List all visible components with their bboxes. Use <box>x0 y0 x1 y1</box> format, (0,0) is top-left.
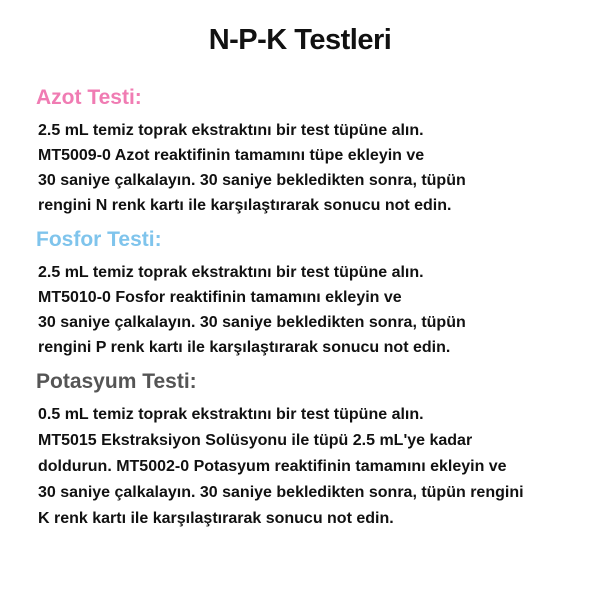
instruction-line: rengini P renk kartı ile karşılaştırarak sonucu not edin. <box>38 339 451 356</box>
potassium-test-section <box>38 370 524 532</box>
instruction-line: 30 saniye çalkalayın. 30 saniye bekledikten sonra, tüpün <box>38 314 466 331</box>
section-heading: Fosfor Testi: <box>36 228 162 251</box>
instruction-line: rengini N renk kartı ile karşılaştırarak sonucu not edin. <box>38 197 452 214</box>
instruction-line: 2.5 mL temiz toprak ekstraktını bir test tüpüne alın. <box>38 122 424 139</box>
instruction-line: 30 saniye çalkalayın. 30 saniye bekledikten sonra, tüpün <box>38 172 466 189</box>
instruction-line: doldurun. MT5002-0 Potasyum reaktifinin tamamını ekleyin ve <box>38 458 507 475</box>
nitrogen-test-section <box>38 86 466 218</box>
instruction-line: MT5015 Ekstraksiyon Solüsyonu ile tüpü 2.5 mL'ye kadar <box>38 432 473 449</box>
section-heading: Potasyum Testi: <box>36 370 197 393</box>
phosphorus-test-section <box>38 228 466 360</box>
instruction-line: MT5009-0 Azot reaktifinin tamamını tüpe ekleyin ve <box>38 147 425 164</box>
page-title: N-P-K Testleri <box>208 24 392 56</box>
instruction-line: 0.5 mL temiz toprak ekstraktını bir test tüpüne alın. <box>38 406 424 423</box>
section-heading: Azot Testi: <box>36 86 142 109</box>
instruction-line: K renk kartı ile karşılaştırarak sonucu not edin. <box>38 510 394 527</box>
instruction-line: MT5010-0 Fosfor reaktifinin tamamını ekleyin ve <box>38 289 402 306</box>
instruction-line: 30 saniye çalkalayın. 30 saniye bekledikten sonra, tüpün rengini <box>38 484 524 501</box>
instruction-line: 2.5 mL temiz toprak ekstraktını bir test tüpüne alın. <box>38 264 424 281</box>
